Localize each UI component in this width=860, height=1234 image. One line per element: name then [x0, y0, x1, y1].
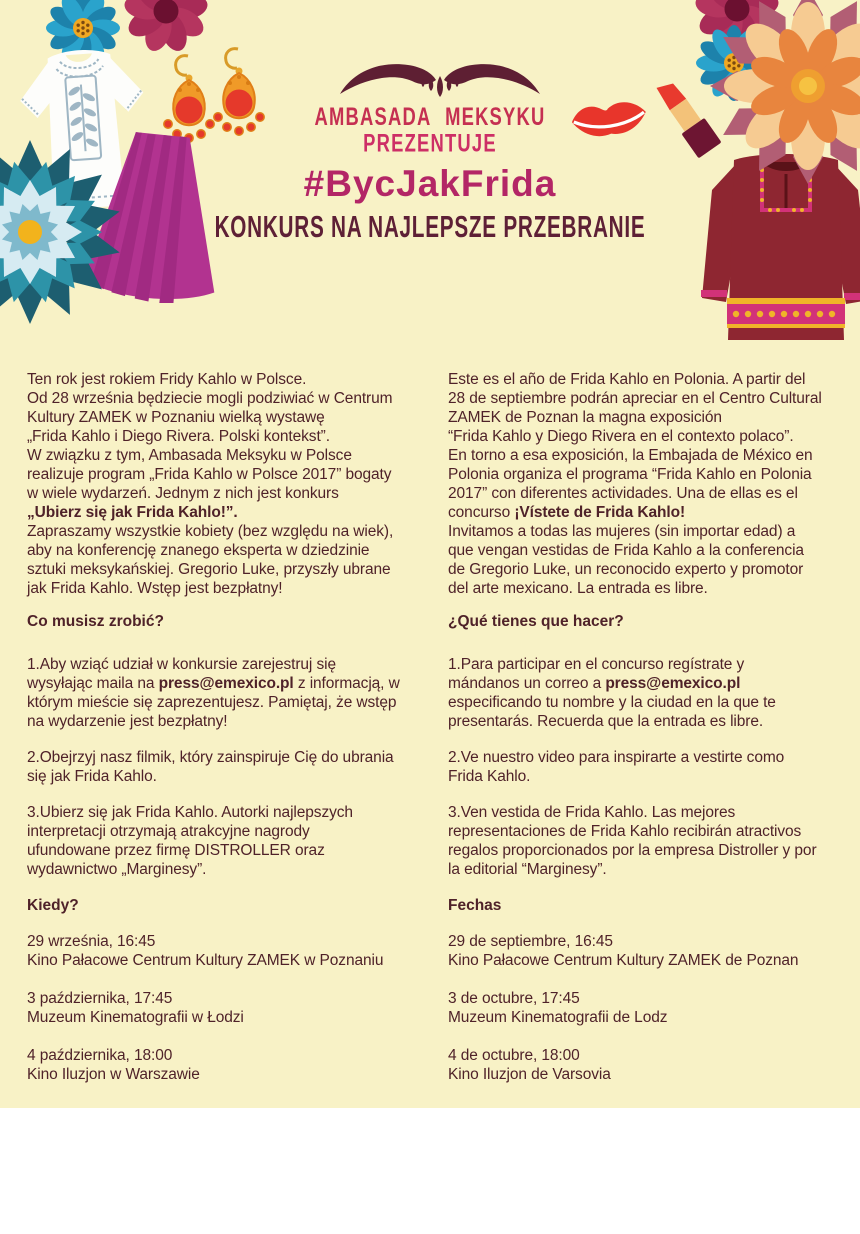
- text-line: 1.Aby wziąć udział w konkursie zarejestruj się: [27, 656, 336, 673]
- text-line: ZAMEK de Poznan la magna exposición: [448, 409, 722, 426]
- text-line: mándanos un correo a press@emexico.pl: [448, 675, 741, 692]
- text-line: ufundowane przez firmę DISTROLLER oraz: [27, 842, 325, 859]
- step-item: [448, 655, 848, 731]
- step-item: [27, 655, 427, 731]
- step-item: [27, 803, 427, 879]
- text-line: que vengan vestidas de Frida Kahlo a la conferencia: [448, 542, 804, 559]
- text-line: Frida Kahlo.: [448, 768, 531, 785]
- text-line: del arte mexicano. La entrada es libre.: [448, 580, 708, 597]
- event-item: [448, 1046, 848, 1084]
- event-date: 4 października, 18:00: [27, 1047, 173, 1064]
- event-date: 3 października, 17:45: [27, 990, 173, 1007]
- text-line: w wiele wydarzeń. Jednym z nich jest konkurs: [27, 485, 339, 502]
- event-venue: Kino Pałacowe Centrum Kultury ZAMEK w Poznaniu: [27, 952, 384, 969]
- text-line: “Frida Kahlo y Diego Rivera en el contexto polaco”.: [448, 428, 794, 445]
- text-line: na wydarzenie jest bezpłatny!: [27, 713, 228, 730]
- text-line: la editorial “Marginesy”.: [448, 861, 607, 878]
- text-line: Kultury ZAMEK w Poznaniu wielką wystawę: [27, 409, 325, 426]
- step-item: [448, 803, 848, 879]
- polish-what-heading: Co musisz zrobić?: [27, 613, 164, 630]
- spanish-events-list: [448, 932, 848, 1084]
- event-item: [448, 932, 848, 970]
- event-venue: Muzeum Kinematografii w Łodzi: [27, 1009, 244, 1026]
- contest-subtitle: KONKURS NA NAJLEPSZE PRZEBRANIE: [214, 209, 646, 244]
- polish-events-list: [27, 932, 427, 1084]
- text-line: 28 de septiembre podrán apreciar en el Centro Cultural: [448, 390, 822, 407]
- body-columns: [27, 370, 848, 1103]
- text-line: wysyłając maila na press@emexico.pl z informacją, w: [27, 675, 400, 692]
- step-item: [27, 748, 427, 786]
- hashtag-title: #BycJakFrida: [303, 163, 557, 204]
- event-venue: Muzeum Kinematografii de Lodz: [448, 1009, 668, 1026]
- event-venue: Kino Pałacowe Centrum Kultury ZAMEK de Poznan: [448, 952, 799, 969]
- event-date: 29 de septiembre, 16:45: [448, 933, 613, 950]
- polish-intro-paragraph: [27, 370, 427, 598]
- text-line: wydawnictwo „Marginesy”.: [27, 861, 207, 878]
- event-item: [448, 989, 848, 1027]
- text-line: especificando tu nombre y la ciudad en la que te: [448, 694, 776, 711]
- text-line: Invitamos a todas las mujeres (sin importar edad) a: [448, 523, 796, 540]
- event-venue: Kino Iluzjon de Varsovia: [448, 1066, 611, 1083]
- text-line: się jak Frida Kahlo.: [27, 768, 157, 785]
- text-line: 3.Ubierz się jak Frida Kahlo. Autorki najlepszych: [27, 804, 353, 821]
- event-item: [27, 932, 427, 970]
- text-line: de Gregorio Luke, un reconocido experto y promotor: [448, 561, 804, 578]
- text-line: sztuki meksykańskiej. Gregorio Luke, przyszły ubrane: [27, 561, 391, 578]
- presents-line: PREZENTUJE: [363, 128, 497, 158]
- text-line: Ten rok jest rokiem Fridy Kahlo w Polsce.: [27, 371, 307, 388]
- spanish-what-heading: ¿Qué tienes que hacer?: [448, 613, 624, 630]
- text-line: 1.Para participar en el concurso regístrate y: [448, 656, 745, 673]
- text-line: 3.Ven vestida de Frida Kahlo. Las mejores: [448, 804, 736, 821]
- polish-when-heading: Kiedy?: [27, 897, 79, 914]
- spanish-steps-list: [448, 655, 848, 879]
- event-item: [27, 989, 427, 1027]
- presented-by-line: AMBASADA MEKSYKU: [314, 101, 546, 131]
- polish-column: [27, 370, 427, 1103]
- text-line: Zapraszamy wszystkie kobiety (bez względu na wiek),: [27, 523, 394, 540]
- text-line: interpretacji otrzymają atrakcyjne nagrody: [27, 823, 310, 840]
- event-date: 4 de octubre, 18:00: [448, 1047, 580, 1064]
- text-line: W związku z tym, Ambasada Meksyku w Polsce: [27, 447, 352, 464]
- text-line: 2.Obejrzyj nasz filmik, który zainspiruje Cię do ubrania: [27, 749, 394, 766]
- spanish-column: [448, 370, 848, 1103]
- text-line: regalos proporcionados por la empresa Distroller y por: [448, 842, 817, 859]
- text-line: 2017” con diferentes actividades. Una de ellas es el: [448, 485, 798, 502]
- spanish-intro-paragraph: [448, 370, 848, 598]
- text-line: realizuje program „Frida Kahlo w Polsce 2017” bogaty: [27, 466, 392, 483]
- sponsors-footer: [0, 1108, 860, 1234]
- text-line: presentarás. Recuerda que la entrada es libre.: [448, 713, 764, 730]
- text-line: „Ubierz się jak Frida Kahlo!”.: [27, 504, 238, 521]
- event-venue: Kino Iluzjon w Warszawie: [27, 1066, 200, 1083]
- text-line: concurso ¡Vístete de Frida Kahlo!: [448, 504, 686, 521]
- spanish-when-heading: Fechas: [448, 897, 502, 914]
- text-line: Este es el año de Frida Kahlo en Polonia. A partir del: [448, 371, 806, 388]
- email-address: press@emexico.pl: [605, 675, 741, 692]
- text-line: En torno a esa exposición, la Embajada de México en: [448, 447, 813, 464]
- poster-header: [0, 0, 860, 260]
- text-line: aby na konferencję znanego eksperta w dziedzinie: [27, 542, 370, 559]
- event-date: 3 de octubre, 17:45: [448, 990, 580, 1007]
- step-item: [448, 748, 848, 786]
- event-item: [27, 1046, 427, 1084]
- text-line: „Frida Kahlo i Diego Rivera. Polski kontekst”.: [27, 428, 330, 445]
- email-address: press@emexico.pl: [158, 675, 294, 692]
- event-date: 29 września, 16:45: [27, 933, 156, 950]
- polish-steps-list: [27, 655, 427, 879]
- text-line: jak Frida Kahlo. Wstęp jest bezpłatny!: [27, 580, 283, 597]
- text-line: Polonia organiza el programa “Frida Kahlo en Polonia: [448, 466, 812, 483]
- text-line: 2.Ve nuestro video para inspirarte a vestirte como: [448, 749, 785, 766]
- frida-unibrow-icon: [330, 50, 550, 104]
- text-line: którym mieście się zaprezentujesz. Pamiętaj, że wstęp: [27, 694, 397, 711]
- text-line: Od 28 września będziecie mogli podziwiać w Centrum: [27, 390, 393, 407]
- text-line: representaciones de Frida Kahlo recibirán atractivos: [448, 823, 802, 840]
